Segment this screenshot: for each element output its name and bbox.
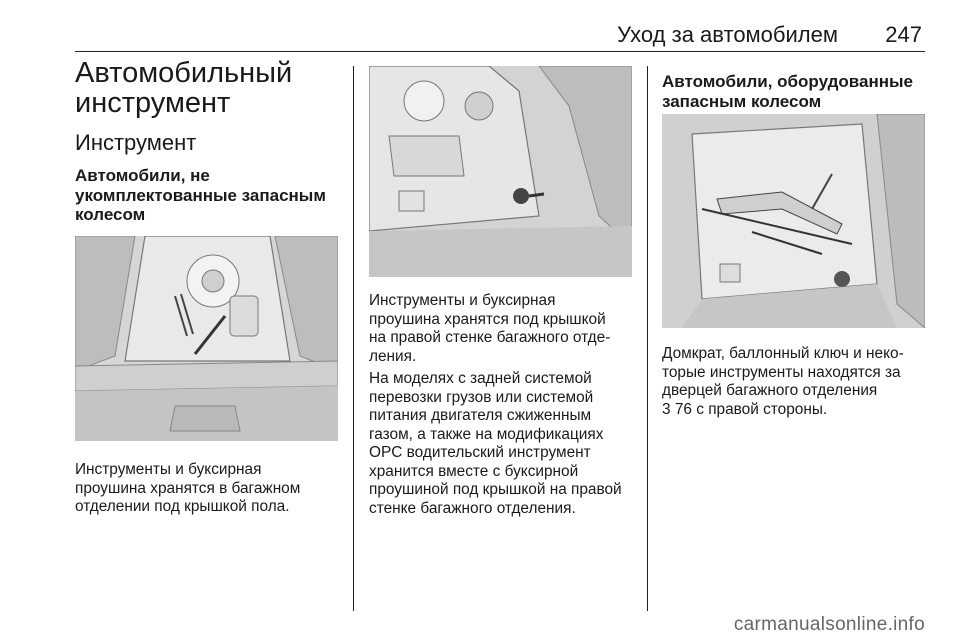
col2-para2-line: питания двигателя сжиженным — [369, 407, 592, 424]
figure-trunk-floor — [75, 236, 338, 441]
running-header-title: Уход за автомобилем — [617, 22, 838, 47]
column-divider-left — [353, 66, 354, 611]
col1-caption-line: проушина хранятся в багажном — [75, 479, 301, 497]
col2-para1-line: ления. — [369, 347, 417, 365]
section-subtitle: Инструмент — [75, 130, 197, 155]
col2-para2-line: хранится вместе с буксирной — [369, 462, 579, 480]
col3-caption-line: торые инструменты находятся за — [662, 363, 901, 381]
col2-para1-line: Инструменты и буксирная — [369, 292, 556, 309]
section-title-line1: Автомобильный — [75, 57, 293, 89]
col2-para2-line: перевозки грузов или системой — [369, 388, 594, 406]
figure-jack-compartment — [662, 114, 925, 328]
column-divider-right — [647, 66, 648, 611]
header-rule — [75, 51, 925, 52]
col1-caption-line: Инструменты и буксирная — [75, 461, 262, 478]
watermark: carmanualsonline.info — [733, 614, 925, 635]
col3-reference[interactable] — [662, 401, 934, 420]
col2-para2-line: газом, а также на модификациях — [369, 425, 604, 443]
col1-heading-line: колесом — [75, 205, 146, 224]
col3-caption — [662, 345, 934, 419]
col2-para2-line: На моделях с задней системой — [369, 370, 592, 387]
col2-para1-line: проушина хранятся под крышкой — [369, 310, 606, 328]
page-number: 247 — [885, 22, 922, 47]
col2-para2-line: стенке багажного отделения. — [369, 499, 576, 517]
col1-heading — [75, 166, 345, 225]
section-title-line2: инструмент — [75, 87, 231, 119]
jack-compartment-illustration — [662, 114, 925, 328]
col3-heading-line: запасным колесом — [662, 91, 822, 111]
col2-paragraph-1 — [369, 292, 641, 366]
col2-paragraph-2 — [369, 370, 641, 518]
col1-caption-line: отделении под крышкой пола. — [75, 498, 290, 515]
col3-heading — [662, 72, 932, 111]
reference-arrow-glyph: 3 — [662, 400, 671, 418]
col1-heading-line: Автомобили, не — [75, 166, 210, 185]
col2-para2-line: проушиной под крышкой на правой — [369, 481, 622, 498]
col2-para2-line: OPC водительский инструмент — [369, 444, 591, 461]
side-wall-illustration — [369, 66, 632, 277]
col3-heading-line: Автомобили, оборудованные — [662, 72, 913, 91]
trunk-floor-illustration — [75, 236, 338, 441]
figure-side-wall-cover — [369, 66, 632, 277]
col2-para1-line: на правой стенке багажного отде- — [369, 329, 611, 346]
col1-heading-line: укомплектованные запасным — [75, 185, 326, 205]
col3-caption-line: дверцей багажного отделения — [662, 382, 878, 399]
reference-text: 76 с правой стороны. — [674, 400, 828, 418]
col1-caption — [75, 461, 345, 517]
col3-caption-line: Домкрат, баллонный ключ и неко- — [662, 345, 904, 362]
section-title — [75, 58, 345, 118]
